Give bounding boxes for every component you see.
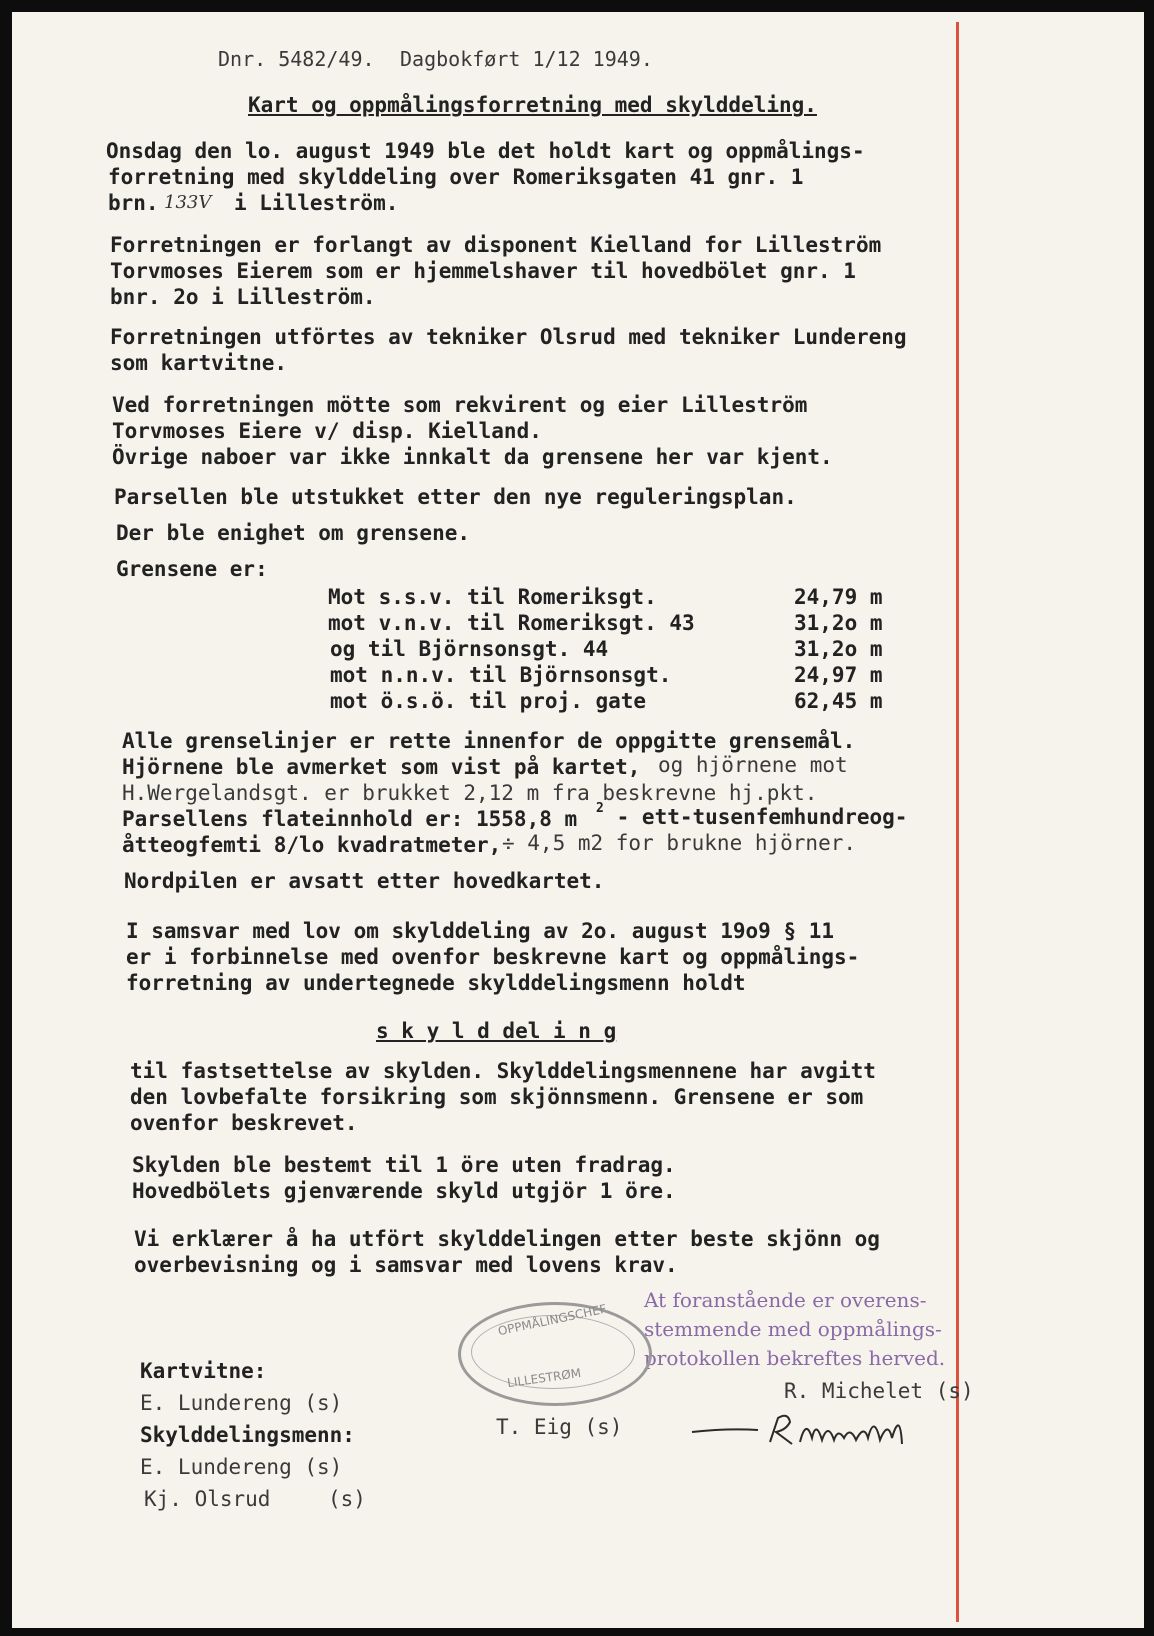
para4-line1: Ved forretningen mötte som rekvirent og eier Lilleström: [112, 393, 808, 417]
para1-line3a: brn.: [108, 191, 159, 215]
para12-line2: overbevisning og i samsvar med lovens krav.: [134, 1253, 678, 1277]
diary-entry-date: Dagbokført 1/12 1949.: [400, 47, 653, 71]
para4-line3: Övrige naboer var ikke innkalt da grensene her var kjent.: [112, 445, 833, 469]
office-stamp: [458, 1302, 652, 1406]
handwritten-parcel-number: 133V: [164, 192, 212, 213]
para10-line3: ovenfor beskrevet.: [130, 1111, 358, 1135]
para7-line2b: og hjörnene mot: [658, 753, 848, 777]
boundary-label: Mot s.s.v. til Romeriksgt.: [328, 585, 657, 609]
document-title: Kart og oppmålingsforretning med skylddeling.: [248, 93, 817, 117]
boundary-value: 31,2o m: [794, 637, 883, 661]
para3-line1: Forretningen utförtes av tekniker Olsrud med tekniker Lundereng: [110, 325, 907, 349]
boundaries-intro: Grensene er:: [116, 557, 268, 581]
para7-line4a: Parsellens flateinnhold er: 1558,8 m: [122, 807, 578, 831]
handwritten-signature: [688, 1408, 948, 1458]
para7-line5b: ÷ 4,5 m2 for brukne hjörner.: [502, 831, 857, 855]
para7-line4b: - ett-tusenfemhundreog-: [604, 805, 908, 829]
para3-line2: som kartvitne.: [110, 351, 288, 375]
para9-line2: er i forbinnelse med ovenfor beskrevne kart og oppmålings-: [126, 945, 860, 969]
certification-stamp-line3: protokollen bekreftes herved.: [644, 1346, 946, 1370]
para11-line2: Hovedbölets gjenværende skyld utgjör 1 öre.: [132, 1179, 676, 1203]
para7-line3: H.Wergelandsgt. er brukket 2,12 m fra beskrevne hj.pkt.: [122, 781, 818, 805]
boundary-label: mot v.n.v. til Romeriksgt. 43: [328, 611, 695, 635]
para9-line1: I samsvar med lov om skylddeling av 2o. august 19o9 § 11: [126, 919, 835, 943]
para1-line2: forretning med skylddeling over Romeriksgaten 41 gnr. 1: [108, 165, 804, 189]
office-stamp-top-text: OPPMÅLINGSCHEF: [496, 1301, 608, 1339]
para1-line3b: i Lilleström.: [234, 191, 399, 215]
journal-number: Dnr. 5482/49.: [218, 47, 375, 71]
skylddelingsmann-name: E. Lundereng (s): [140, 1455, 343, 1479]
para7-line2a: Hjörnene ble avmerket som vist på kartet,: [122, 755, 641, 779]
kartvitne-label: Kartvitne:: [140, 1359, 267, 1383]
kartvitne-name: E. Lundereng (s): [140, 1391, 343, 1415]
para8: Nordpilen er avsatt etter hovedkartet.: [124, 869, 605, 893]
certification-stamp-line2: stemmende med oppmålings-: [644, 1317, 942, 1341]
para2-line2: Torvmoses Eierem som er hjemmelshaver til hovedbölet gnr. 1: [110, 259, 856, 283]
document-page: [12, 12, 1144, 1628]
boundary-value: 24,79 m: [794, 585, 883, 609]
para5: Parsellen ble utstukket etter den nye reguleringsplan.: [114, 485, 797, 509]
para9-line3: forretning av undertegnede skylddelingsmenn holdt: [126, 971, 746, 995]
office-stamp-bottom-text: LILLESTRØM: [506, 1365, 582, 1391]
para10-line2: den lovbefalte forsikring som skjönnsmenn. Grensene er som: [130, 1085, 864, 1109]
para2-line1: Forretningen er forlangt av disponent Kielland for Lilleström: [110, 233, 882, 257]
boundary-value: 62,45 m: [794, 689, 883, 713]
squared-superscript: 2: [596, 801, 604, 816]
para6: Der ble enighet om grensene.: [116, 521, 471, 545]
para2-line3: bnr. 2o i Lilleström.: [110, 285, 376, 309]
para7-line5a: åtteogfemti 8/lo kvadratmeter,: [122, 833, 502, 857]
para7-line1: Alle grenselinjer er rette innenfor de oppgitte grensemål.: [122, 729, 856, 753]
para11-line1: Skylden ble bestemt til 1 öre uten fradrag.: [132, 1153, 676, 1177]
para10-line1: til fastsettelse av skylden. Skylddelingsmennene har avgitt: [130, 1059, 876, 1083]
eig-signature: T. Eig (s): [496, 1415, 623, 1439]
skylddelingsmann-signed-mark: (s): [328, 1487, 366, 1511]
boundary-value: 24,97 m: [794, 663, 883, 687]
para1-line1: Onsdag den lo. august 1949 ble det holdt kart og oppmålings-: [106, 139, 865, 163]
para12-line1: Vi erklærer å ha utfört skylddelingen etter beste skjönn og: [134, 1227, 880, 1251]
boundary-label: mot n.n.v. til Björnsonsgt.: [330, 663, 672, 687]
boundary-label: og til Björnsonsgt. 44: [330, 637, 609, 661]
para4-line2: Torvmoses Eiere v/ disp. Kielland.: [112, 419, 542, 443]
skylddelingsmenn-label: Skylddelingsmenn:: [140, 1423, 355, 1447]
certification-stamp-line1: At foranstående er overens-: [644, 1288, 927, 1312]
michelet-signature: R. Michelet (s): [784, 1379, 974, 1403]
skylddelingsmann-name: Kj. Olsrud: [144, 1487, 271, 1511]
boundary-label: mot ö.s.ö. til proj. gate: [330, 689, 647, 713]
boundary-value: 31,2o m: [794, 611, 883, 635]
section-title: s k y l d del i n g: [376, 1019, 617, 1043]
